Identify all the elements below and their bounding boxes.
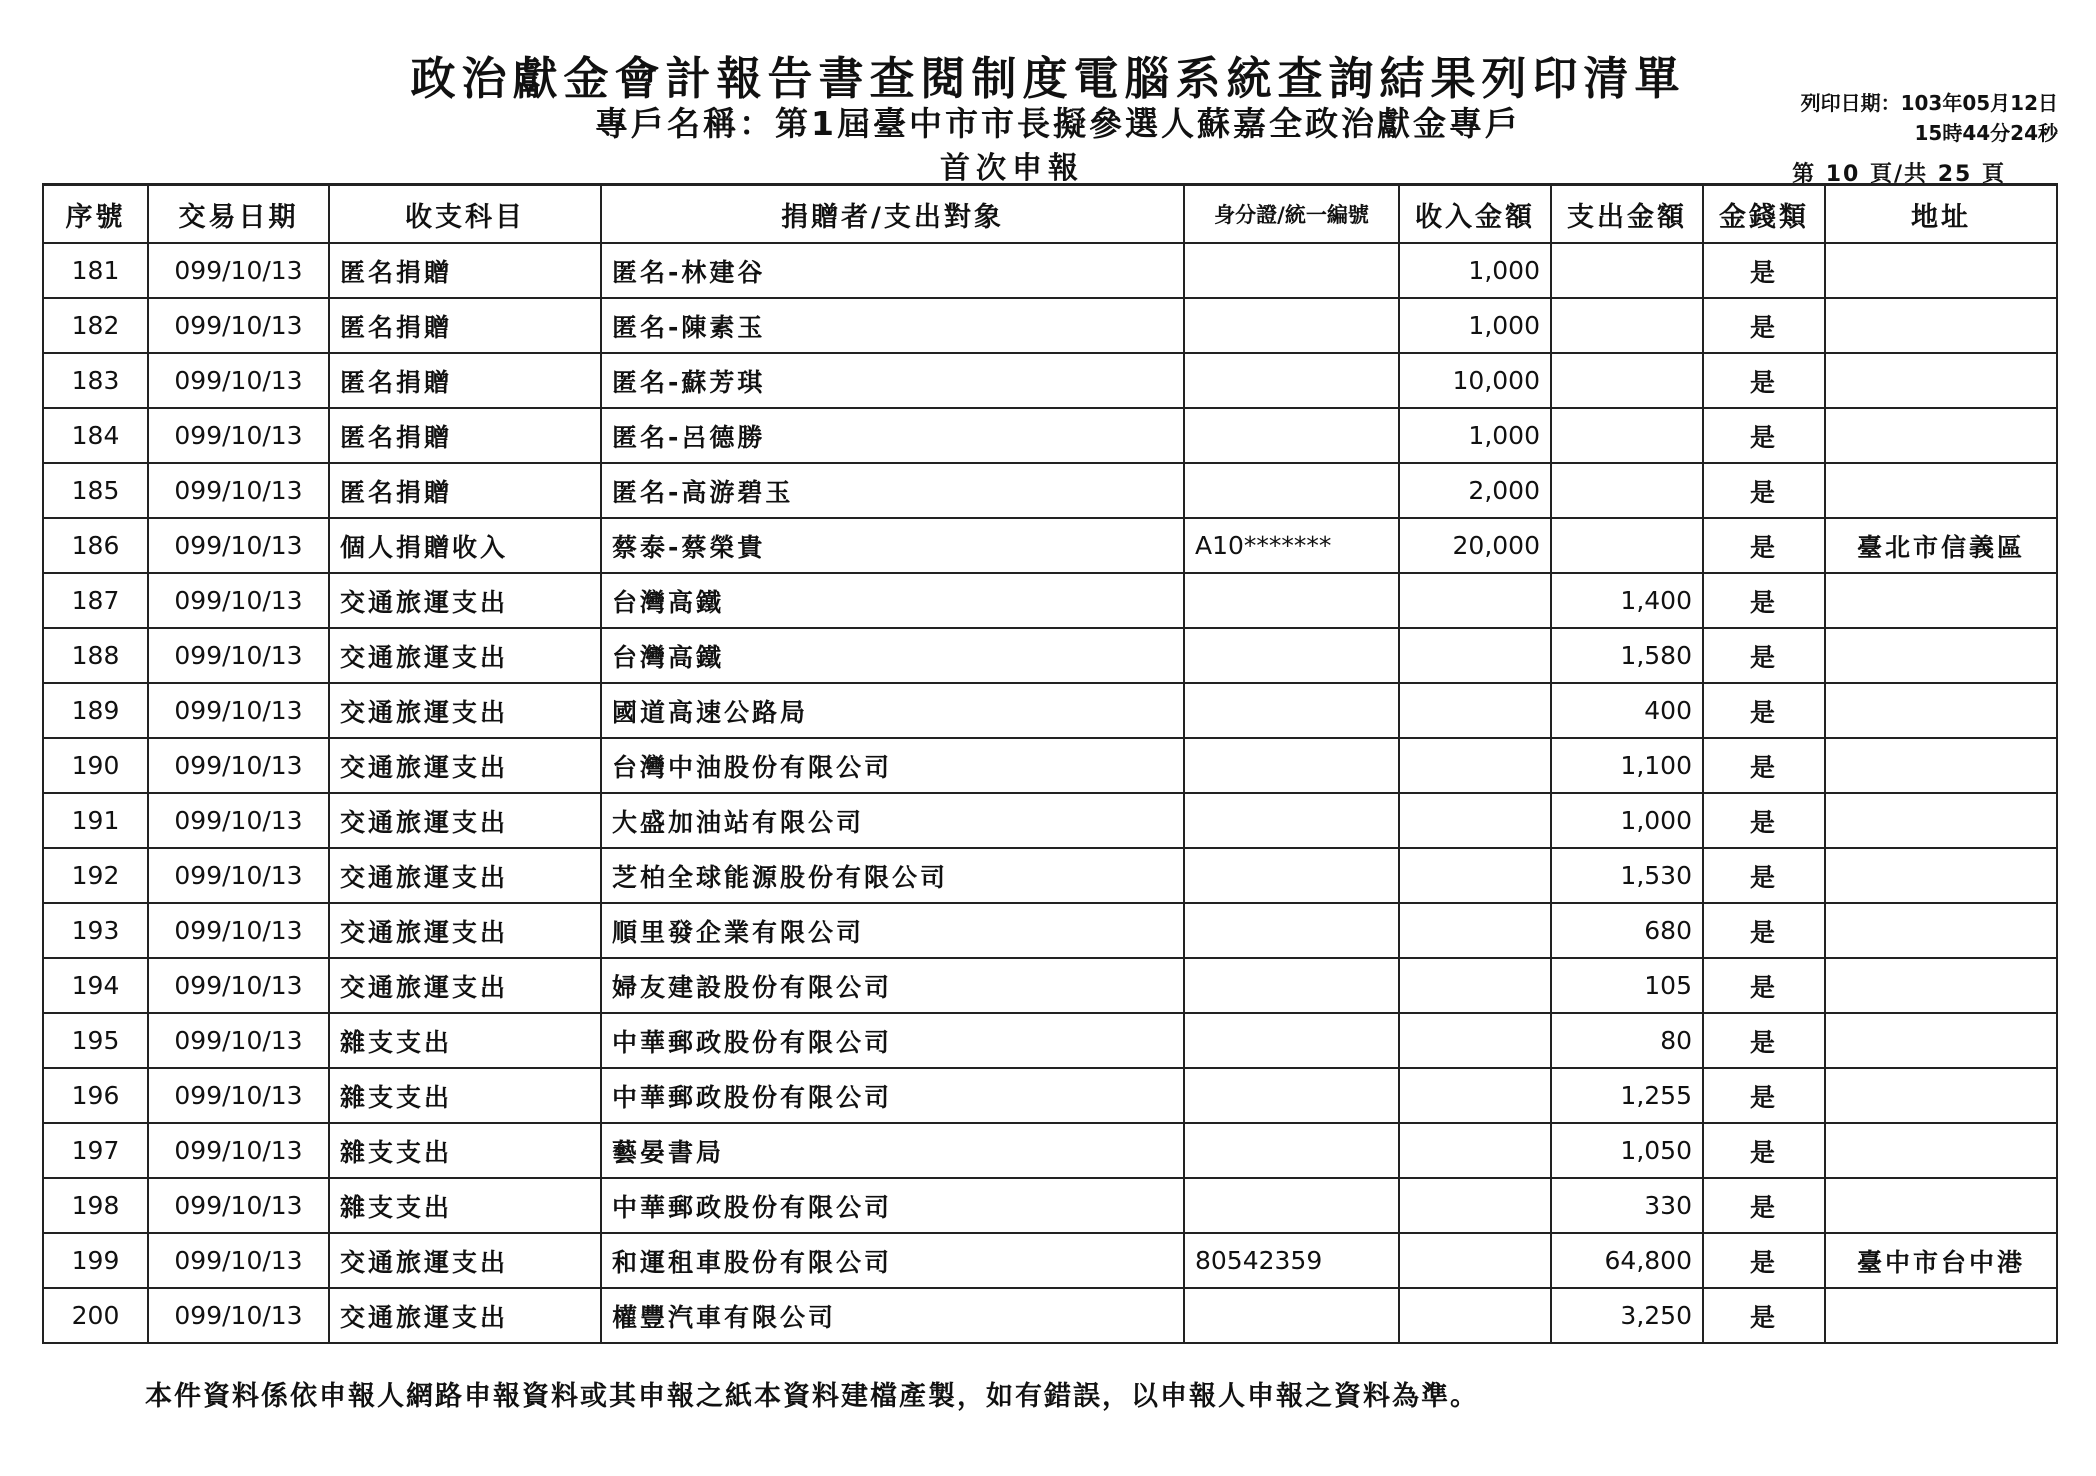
cell-party: 大盛加油站有限公司	[601, 793, 1184, 848]
cell-monetary: 是	[1703, 793, 1825, 848]
cell-id	[1184, 628, 1399, 683]
cell-date: 099/10/13	[148, 1288, 329, 1343]
cell-party: 匿名-陳素玉	[601, 298, 1184, 353]
cell-id: A10*******	[1184, 518, 1399, 573]
ledger-table	[42, 183, 2058, 1344]
table-row	[43, 1288, 2057, 1343]
print-time: 15時44分24秒	[1914, 121, 2058, 145]
cell-no: 190	[43, 738, 148, 793]
cell-expense	[1551, 518, 1703, 573]
cell-address: 臺北市信義區	[1825, 518, 2057, 573]
cell-monetary: 是	[1703, 738, 1825, 793]
cell-date: 099/10/13	[148, 1233, 329, 1288]
report-type: 首次申報	[940, 151, 1084, 186]
cell-income	[1399, 738, 1551, 793]
cell-income: 10,000	[1399, 353, 1551, 408]
cell-monetary: 是	[1703, 573, 1825, 628]
cell-category: 雜支支出	[329, 1178, 601, 1233]
cell-no: 199	[43, 1233, 148, 1288]
cell-income: 2,000	[1399, 463, 1551, 518]
cell-category: 交通旅運支出	[329, 793, 601, 848]
cell-party: 婦友建設股份有限公司	[601, 958, 1184, 1013]
cell-date: 099/10/13	[148, 463, 329, 518]
cell-monetary: 是	[1703, 683, 1825, 738]
cell-address: 臺中市台中港	[1825, 1233, 2057, 1288]
cell-address	[1825, 683, 2057, 738]
cell-no: 194	[43, 958, 148, 1013]
cell-address	[1825, 958, 2057, 1013]
cell-date: 099/10/13	[148, 628, 329, 683]
cell-date: 099/10/13	[148, 1068, 329, 1123]
cell-date: 099/10/13	[148, 848, 329, 903]
cell-expense	[1551, 463, 1703, 518]
cell-no: 192	[43, 848, 148, 903]
cell-category: 交通旅運支出	[329, 903, 601, 958]
cell-income	[1399, 1178, 1551, 1233]
cell-party: 中華郵政股份有限公司	[601, 1068, 1184, 1123]
cell-expense: 1,530	[1551, 848, 1703, 903]
cell-id	[1184, 738, 1399, 793]
cell-id	[1184, 793, 1399, 848]
cell-no: 184	[43, 408, 148, 463]
table-row	[43, 243, 2057, 298]
cell-expense: 105	[1551, 958, 1703, 1013]
table-row	[43, 408, 2057, 463]
cell-income	[1399, 793, 1551, 848]
header-monetary: 金錢類	[1703, 185, 1825, 244]
cell-category: 匿名捐贈	[329, 408, 601, 463]
cell-income	[1399, 903, 1551, 958]
cell-id	[1184, 408, 1399, 463]
table-row	[43, 1068, 2057, 1123]
cell-address	[1825, 1178, 2057, 1233]
cell-income	[1399, 1068, 1551, 1123]
cell-no: 188	[43, 628, 148, 683]
cell-party: 台灣高鐵	[601, 628, 1184, 683]
cell-address	[1825, 243, 2057, 298]
footer-note: 本件資料係依申報人網路申報資料或其申報之紙本資料建檔產製，如有錯誤，以申報人申報之資料為準。	[145, 1381, 1479, 1412]
cell-monetary: 是	[1703, 353, 1825, 408]
cell-expense: 680	[1551, 903, 1703, 958]
cell-expense	[1551, 298, 1703, 353]
cell-monetary: 是	[1703, 958, 1825, 1013]
cell-category: 交通旅運支出	[329, 738, 601, 793]
cell-id	[1184, 573, 1399, 628]
cell-address	[1825, 1068, 2057, 1123]
cell-monetary: 是	[1703, 1233, 1825, 1288]
cell-id	[1184, 683, 1399, 738]
cell-address	[1825, 628, 2057, 683]
header-address: 地址	[1825, 185, 2057, 244]
cell-expense: 64,800	[1551, 1233, 1703, 1288]
cell-no: 197	[43, 1123, 148, 1178]
cell-date: 099/10/13	[148, 573, 329, 628]
cell-id	[1184, 243, 1399, 298]
table-row	[43, 353, 2057, 408]
cell-monetary: 是	[1703, 463, 1825, 518]
cell-category: 雜支支出	[329, 1068, 601, 1123]
cell-category: 匿名捐贈	[329, 298, 601, 353]
cell-expense	[1551, 408, 1703, 463]
table-header-row	[43, 185, 2057, 244]
cell-income	[1399, 848, 1551, 903]
table-row	[43, 738, 2057, 793]
cell-expense	[1551, 353, 1703, 408]
cell-address	[1825, 738, 2057, 793]
cell-address	[1825, 793, 2057, 848]
cell-address	[1825, 1123, 2057, 1178]
cell-id	[1184, 848, 1399, 903]
table-row	[43, 1178, 2057, 1233]
cell-no: 189	[43, 683, 148, 738]
print-date: 列印日期：103年05月12日	[1800, 91, 2058, 115]
cell-address	[1825, 408, 2057, 463]
cell-category: 雜支支出	[329, 1123, 601, 1178]
cell-date: 099/10/13	[148, 683, 329, 738]
cell-expense: 1,580	[1551, 628, 1703, 683]
cell-date: 099/10/13	[148, 903, 329, 958]
cell-party: 台灣中油股份有限公司	[601, 738, 1184, 793]
cell-id	[1184, 1123, 1399, 1178]
cell-monetary: 是	[1703, 1178, 1825, 1233]
cell-no: 181	[43, 243, 148, 298]
cell-income	[1399, 958, 1551, 1013]
cell-party: 中華郵政股份有限公司	[601, 1178, 1184, 1233]
table-row	[43, 628, 2057, 683]
cell-id: 80542359	[1184, 1233, 1399, 1288]
table-row	[43, 1233, 2057, 1288]
cell-monetary: 是	[1703, 903, 1825, 958]
cell-monetary: 是	[1703, 1013, 1825, 1068]
cell-category: 交通旅運支出	[329, 1288, 601, 1343]
cell-category: 交通旅運支出	[329, 958, 601, 1013]
cell-monetary: 是	[1703, 1288, 1825, 1343]
cell-id	[1184, 1178, 1399, 1233]
cell-party: 匿名-蘇芳琪	[601, 353, 1184, 408]
header-id: 身分證/統一編號	[1184, 185, 1399, 244]
table-row	[43, 683, 2057, 738]
header-income: 收入金額	[1399, 185, 1551, 244]
cell-monetary: 是	[1703, 1123, 1825, 1178]
cell-category: 匿名捐贈	[329, 353, 601, 408]
table-row	[43, 1123, 2057, 1178]
cell-category: 匿名捐贈	[329, 463, 601, 518]
cell-income: 1,000	[1399, 243, 1551, 298]
table-row	[43, 793, 2057, 848]
header-date: 交易日期	[148, 185, 329, 244]
cell-no: 191	[43, 793, 148, 848]
table-row	[43, 573, 2057, 628]
cell-income	[1399, 1123, 1551, 1178]
cell-date: 099/10/13	[148, 1178, 329, 1233]
cell-date: 099/10/13	[148, 408, 329, 463]
cell-no: 186	[43, 518, 148, 573]
cell-date: 099/10/13	[148, 738, 329, 793]
cell-date: 099/10/13	[148, 298, 329, 353]
cell-monetary: 是	[1703, 628, 1825, 683]
cell-category: 交通旅運支出	[329, 628, 601, 683]
cell-date: 099/10/13	[148, 518, 329, 573]
cell-id	[1184, 1288, 1399, 1343]
cell-address	[1825, 1288, 2057, 1343]
print-info	[1801, 88, 2058, 148]
cell-party: 權豐汽車有限公司	[601, 1288, 1184, 1343]
cell-monetary: 是	[1703, 1068, 1825, 1123]
page-info: 第 10 頁/共 25 頁	[1792, 162, 2006, 187]
cell-expense: 330	[1551, 1178, 1703, 1233]
cell-id	[1184, 903, 1399, 958]
cell-party: 匿名-呂德勝	[601, 408, 1184, 463]
cell-income	[1399, 573, 1551, 628]
table-row	[43, 298, 2057, 353]
cell-expense	[1551, 243, 1703, 298]
cell-category: 交通旅運支出	[329, 1233, 601, 1288]
cell-income: 1,000	[1399, 298, 1551, 353]
cell-id	[1184, 298, 1399, 353]
cell-party: 芝柏全球能源股份有限公司	[601, 848, 1184, 903]
table-row	[43, 848, 2057, 903]
cell-date: 099/10/13	[148, 243, 329, 298]
cell-expense: 1,050	[1551, 1123, 1703, 1178]
cell-party: 順里發企業有限公司	[601, 903, 1184, 958]
cell-no: 182	[43, 298, 148, 353]
cell-party: 和運租車股份有限公司	[601, 1233, 1184, 1288]
cell-party: 匿名-林建谷	[601, 243, 1184, 298]
cell-income	[1399, 1013, 1551, 1068]
cell-id	[1184, 353, 1399, 408]
cell-category: 交通旅運支出	[329, 848, 601, 903]
cell-no: 183	[43, 353, 148, 408]
cell-category: 交通旅運支出	[329, 683, 601, 738]
cell-party: 中華郵政股份有限公司	[601, 1013, 1184, 1068]
cell-expense: 1,100	[1551, 738, 1703, 793]
cell-no: 196	[43, 1068, 148, 1123]
account-name: 專戶名稱：第1屆臺中市市長擬參選人蘇嘉全政治獻金專戶	[595, 104, 1521, 143]
cell-expense: 400	[1551, 683, 1703, 738]
cell-expense: 1,255	[1551, 1068, 1703, 1123]
table-row	[43, 463, 2057, 518]
cell-id	[1184, 958, 1399, 1013]
cell-monetary: 是	[1703, 243, 1825, 298]
cell-monetary: 是	[1703, 298, 1825, 353]
cell-party: 台灣高鐵	[601, 573, 1184, 628]
cell-monetary: 是	[1703, 848, 1825, 903]
cell-party: 國道高速公路局	[601, 683, 1184, 738]
table-row	[43, 1013, 2057, 1068]
header-party: 捐贈者/支出對象	[601, 185, 1184, 244]
cell-income: 20,000	[1399, 518, 1551, 573]
cell-income	[1399, 1233, 1551, 1288]
cell-address	[1825, 848, 2057, 903]
cell-expense: 1,000	[1551, 793, 1703, 848]
cell-party: 蔡泰-蔡榮貴	[601, 518, 1184, 573]
cell-no: 200	[43, 1288, 148, 1343]
cell-monetary: 是	[1703, 518, 1825, 573]
cell-date: 099/10/13	[148, 958, 329, 1013]
cell-monetary: 是	[1703, 408, 1825, 463]
cell-income	[1399, 628, 1551, 683]
cell-date: 099/10/13	[148, 1123, 329, 1178]
cell-category: 匿名捐贈	[329, 243, 601, 298]
cell-expense: 80	[1551, 1013, 1703, 1068]
table-row	[43, 518, 2057, 573]
cell-date: 099/10/13	[148, 353, 329, 408]
cell-expense: 3,250	[1551, 1288, 1703, 1343]
cell-address	[1825, 903, 2057, 958]
cell-party: 匿名-高游碧玉	[601, 463, 1184, 518]
header-expense: 支出金額	[1551, 185, 1703, 244]
cell-income: 1,000	[1399, 408, 1551, 463]
cell-address	[1825, 463, 2057, 518]
cell-income	[1399, 683, 1551, 738]
cell-date: 099/10/13	[148, 1013, 329, 1068]
cell-category: 雜支支出	[329, 1013, 601, 1068]
cell-address	[1825, 298, 2057, 353]
cell-expense: 1,400	[1551, 573, 1703, 628]
cell-no: 195	[43, 1013, 148, 1068]
cell-party: 藝晏書局	[601, 1123, 1184, 1178]
cell-date: 099/10/13	[148, 793, 329, 848]
cell-income	[1399, 1288, 1551, 1343]
cell-address	[1825, 1013, 2057, 1068]
cell-address	[1825, 353, 2057, 408]
table-row	[43, 903, 2057, 958]
cell-no: 187	[43, 573, 148, 628]
cell-id	[1184, 1013, 1399, 1068]
header-no: 序號	[43, 185, 148, 244]
cell-id	[1184, 463, 1399, 518]
cell-no: 193	[43, 903, 148, 958]
cell-id	[1184, 1068, 1399, 1123]
cell-no: 198	[43, 1178, 148, 1233]
cell-no: 185	[43, 463, 148, 518]
table-row	[43, 958, 2057, 1013]
header-category: 收支科目	[329, 185, 601, 244]
report-title: 政治獻金會計報告書查閱制度電腦系統查詢結果列印清單	[410, 52, 1686, 105]
cell-address	[1825, 573, 2057, 628]
cell-category: 交通旅運支出	[329, 573, 601, 628]
cell-category: 個人捐贈收入	[329, 518, 601, 573]
